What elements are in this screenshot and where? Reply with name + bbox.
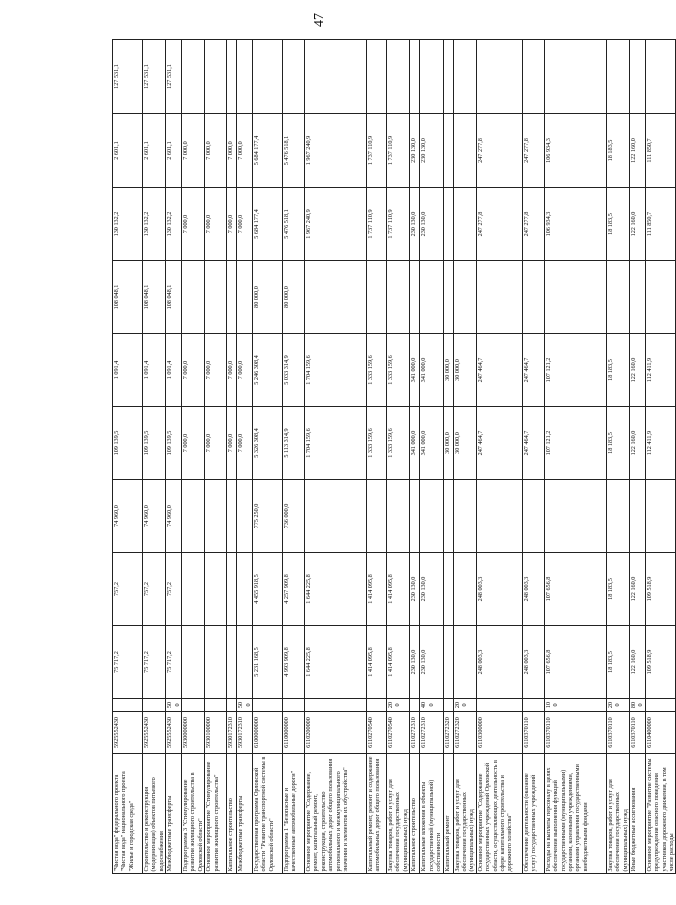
row-value-cell [283,40,305,114]
row-value-cell [387,40,410,114]
row-expense-type-cell [182,699,205,712]
row-value-cell: 111 850,7 [645,114,676,188]
row-value-cell [629,480,645,553]
row-value-cell [182,40,205,114]
row-value-cell: 74 960,0 [113,480,143,553]
row-code-cell: 6110370110 [629,712,645,754]
row-value-cell: 7 000,0 [205,334,227,407]
row-value-cell: 5 684 177,4 [253,114,283,188]
row-name-cell: Капитальное строительство [410,754,420,874]
row-value-cell: 341 000,0 [420,407,443,480]
row-value-cell: 247 277,8 [522,114,544,188]
row-value-cell [606,480,629,553]
row-expense-type-cell: 400 [420,699,443,712]
row-value-cell: 1 091,4 [113,334,143,407]
row-name-cell: Основное мероприятие "Стимулирование развития жилищного строительства" [205,754,227,874]
row-value-cell [443,40,453,114]
row-value-cell: 30 000,0 [443,334,453,407]
row-value-cell [237,40,253,114]
row-value-cell: 108 048,1 [166,261,182,334]
row-value-cell: 341 000,0 [410,407,420,480]
table-row [410,40,420,874]
row-name-cell: Расходы на выплаты персоналу в целях обеспечения выполнения функций государственными (муниципальными) органами, казенными учреждениями, органами управления государственными внебюджетными фондами [544,754,606,874]
row-value-cell: 1 091,4 [166,334,182,407]
row-value-cell: 109 518,9 [645,553,676,626]
row-value-cell: 7 000,0 [182,407,205,480]
row-expense-type-cell: 800 [629,699,645,712]
row-value-cell [476,40,522,114]
row-value-cell [420,40,443,114]
row-value-cell: 1 737 110,9 [367,114,387,188]
row-name-cell: Основное мероприятие "Содержание государственных учреждений Орловской области, осуществляющих деятельность в сфере капитального строительства и дорожного хозяйства" [476,754,522,874]
row-value-cell: 7 000,0 [227,114,237,188]
row-value-cell: 2 601,1 [166,114,182,188]
row-value-cell [453,114,476,188]
row-value-cell [237,480,253,553]
row-value-cell: 112 411,9 [645,407,676,480]
row-value-cell [544,261,606,334]
row-value-cell [410,40,420,114]
table-row [387,40,410,874]
row-value-cell [237,261,253,334]
row-value-cell: 736 000,0 [283,480,305,553]
row-value-cell: 109 139,5 [166,407,182,480]
row-name-cell: Закупка товаров, работ и услуг для обеспечения государственных (муниципальных) нужд [387,754,410,874]
row-value-cell: 1 737 110,9 [387,188,410,261]
row-value-cell [629,40,645,114]
table-row [305,40,367,874]
row-value-cell [629,261,645,334]
row-value-cell [522,480,544,553]
row-value-cell: 1 333 159,6 [367,407,387,480]
row-value-cell [544,480,606,553]
row-value-cell: 7 000,0 [237,407,253,480]
row-code-cell: 5930172310 [227,712,237,754]
table-body [113,40,676,874]
row-value-cell [453,261,476,334]
row-value-cell [443,188,453,261]
row-value-cell: 107 121,2 [544,334,606,407]
row-value-cell: 18 183,5 [606,407,629,480]
row-expense-type-cell [443,699,453,712]
row-value-cell: 109 139,5 [143,407,166,480]
row-value-cell: 107 656,8 [544,626,606,699]
table-row [113,40,143,874]
row-value-cell: 130 132,2 [143,188,166,261]
table-row [253,40,283,874]
row-value-cell: 247 464,7 [476,334,522,407]
row-name-cell: Закупка товаров, работ и услуг для обеспечения государственных (муниципальных) нужд [453,754,476,874]
row-name-cell: Основное мероприятие "Содержание, ремонт, капитальный ремонт, реконструкция, строительство автомобильных дорог общего пользования регионального и межмуниципального значения и элементов их обустройства" [305,754,367,874]
row-value-cell: 248 003,3 [476,553,522,626]
row-value-cell [387,480,410,553]
row-value-cell [237,626,253,699]
row-expense-type-cell: 200 [387,699,410,712]
row-value-cell [443,553,453,626]
table-row [227,40,237,874]
row-value-cell [182,553,205,626]
table-row [645,40,676,874]
row-value-cell: 247 464,7 [476,407,522,480]
row-expense-type-cell [143,699,166,712]
row-value-cell: 1 704 159,6 [305,407,367,480]
row-value-cell: 107 121,2 [544,407,606,480]
row-value-cell: 7 000,0 [227,334,237,407]
row-value-cell [606,40,629,114]
row-value-cell: 4 993 909,8 [283,626,305,699]
row-value-cell: 5 476 518,1 [283,188,305,261]
row-value-cell: 247 464,7 [522,407,544,480]
row-name-cell: Межбюджетные трансферты [166,754,182,874]
row-code-cell: 5925552430 [113,712,143,754]
row-value-cell [253,40,283,114]
row-value-cell: 5 033 314,9 [283,334,305,407]
row-value-cell [205,40,227,114]
row-value-cell: 1 333 159,6 [367,334,387,407]
row-value-cell: 122 160,0 [629,407,645,480]
row-value-cell [453,626,476,699]
row-value-cell: 5 684 177,4 [253,188,283,261]
row-expense-type-cell [205,699,227,712]
row-value-cell [645,40,676,114]
row-name-cell: Капитальное строительство [227,754,237,874]
row-value-cell: 247 464,7 [522,334,544,407]
row-value-cell [443,261,453,334]
row-value-cell [227,40,237,114]
row-value-cell: 107 656,8 [544,553,606,626]
row-value-cell: 130 132,2 [166,188,182,261]
table-row [367,40,387,874]
row-value-cell [453,480,476,553]
row-code-cell: 6110272310 [410,712,420,754]
row-value-cell [645,261,676,334]
row-value-cell [205,480,227,553]
row-value-cell: 1 333 159,6 [387,407,410,480]
row-expense-type-cell: 100 [544,699,606,712]
row-code-cell: 6110370110 [606,712,629,754]
row-value-cell [182,626,205,699]
row-value-cell: 7 000,0 [237,188,253,261]
row-value-cell: 127 531,1 [143,40,166,114]
row-value-cell: 341 000,0 [420,334,443,407]
table-row [237,40,253,874]
row-value-cell: 18 183,5 [606,553,629,626]
row-code-cell: 6110370110 [522,712,544,754]
row-value-cell [476,261,522,334]
row-value-cell: 108 048,1 [143,261,166,334]
row-value-cell: 75 717,2 [113,626,143,699]
row-value-cell: 75 717,2 [166,626,182,699]
row-value-cell: 127 531,1 [166,40,182,114]
page-number: 47 [312,13,327,27]
row-value-cell [227,626,237,699]
row-code-cell: 5925552430 [166,712,182,754]
row-value-cell: 1 737 110,9 [367,188,387,261]
row-value-cell: 247 277,8 [476,114,522,188]
row-value-cell: 109 518,9 [645,626,676,699]
row-value-cell: 1 333 159,6 [387,334,410,407]
row-value-cell: 7 000,0 [205,407,227,480]
row-code-cell: 6110272310 [420,712,443,754]
row-value-cell: 122 160,0 [629,114,645,188]
row-value-cell: 7 000,0 [182,334,205,407]
row-expense-type-cell [476,699,522,712]
row-value-cell: 5 246 308,4 [253,334,283,407]
row-value-cell: 18 183,5 [606,334,629,407]
row-code-cell: 6100000000 [253,712,283,754]
row-value-cell: 122 160,0 [629,626,645,699]
row-value-cell: 230 130,0 [420,626,443,699]
row-value-cell [237,553,253,626]
row-value-cell: 1 737 110,9 [387,114,410,188]
row-value-cell: 7 000,0 [227,188,237,261]
row-value-cell: 7 000,0 [205,114,227,188]
row-value-cell: 30 000,0 [443,407,453,480]
table-row [606,40,629,874]
row-value-cell: 122 160,0 [629,188,645,261]
row-expense-type-cell [113,699,143,712]
row-name-cell: Подпрограмма 3 "Стимулирование развития жилищного строительства в Орловской области" [182,754,205,874]
row-expense-type-cell [283,699,305,712]
row-code-cell: 6110300000 [476,712,522,754]
row-value-cell: 7 000,0 [237,334,253,407]
row-code-cell: 5925552430 [143,712,166,754]
row-expense-type-cell [645,699,676,712]
row-name-cell: Капитальные вложения в объекты государственной (муниципальной) собственности [420,754,443,874]
row-value-cell: 122 160,0 [629,553,645,626]
row-code-cell: 6110270540 [387,712,410,754]
row-value-cell [182,261,205,334]
row-value-cell [544,40,606,114]
row-value-cell [443,114,453,188]
row-value-cell [443,626,453,699]
row-value-cell: 7 000,0 [205,188,227,261]
row-value-cell [305,40,367,114]
row-value-cell: 1 091,4 [143,334,166,407]
row-value-cell: 130 132,2 [113,188,143,261]
row-value-cell: 1 704 159,6 [305,334,367,407]
row-value-cell: 1 967 240,9 [305,188,367,261]
row-value-cell: 18 183,5 [606,114,629,188]
row-value-cell: 1 414 095,8 [367,553,387,626]
row-value-cell: 30 000,0 [453,334,476,407]
table-row [453,40,476,874]
row-value-cell: 1 414 095,8 [367,626,387,699]
row-value-cell: 230 130,0 [410,626,420,699]
row-value-cell [367,480,387,553]
row-code-cell: 6110400000 [645,712,676,754]
row-value-cell: 127 531,1 [113,40,143,114]
row-expense-type-cell [410,699,420,712]
row-value-cell [305,480,367,553]
row-value-cell: 230 130,0 [420,553,443,626]
row-value-cell: 7 000,0 [182,188,205,261]
row-value-cell: 74 960,0 [166,480,182,553]
row-name-cell: Государственная программа Орловской области "Развитие транспортной системы в Орловской области" [253,754,283,874]
row-value-cell [453,40,476,114]
table-row [182,40,205,874]
row-expense-type-cell [367,699,387,712]
row-value-cell [476,480,522,553]
row-value-cell: 2 601,1 [113,114,143,188]
row-name-cell: Иные бюджетные ассигнования [629,754,645,874]
row-value-cell: 75 717,2 [143,626,166,699]
row-name-cell: Капитальный ремонт, ремонт и содержание автомобильных дорог общего пользования [367,754,387,874]
budget-table-sheet [112,40,675,874]
row-value-cell: 106 934,3 [544,114,606,188]
row-value-cell: 7 000,0 [182,114,205,188]
row-name-cell: "Чистая вода" федерального проекта "Чистая вода" национального проекта "Жилье и городская среда" [113,754,143,874]
row-value-cell [305,261,367,334]
row-value-cell: 30 000,0 [453,407,476,480]
table-row [476,40,522,874]
row-value-cell: 5 113 314,9 [283,407,305,480]
row-value-cell: 757,2 [166,553,182,626]
row-value-cell: 230 130,0 [420,188,443,261]
row-expense-type-cell [253,699,283,712]
row-value-cell [453,188,476,261]
row-value-cell [227,480,237,553]
row-value-cell [443,480,453,553]
row-value-cell: 5 231 168,5 [253,626,283,699]
row-value-cell: 230 130,0 [410,553,420,626]
row-value-cell [387,261,410,334]
table-row [143,40,166,874]
row-value-cell [645,480,676,553]
row-value-cell [205,553,227,626]
row-value-cell: 80 000,0 [283,261,305,334]
row-value-cell: 230 130,0 [410,114,420,188]
budget-table [112,39,676,874]
row-value-cell: 111 850,7 [645,188,676,261]
row-value-cell: 230 130,0 [420,114,443,188]
table-row [205,40,227,874]
table-row [443,40,453,874]
row-code-cell: 6110000000 [283,712,305,754]
row-value-cell: 248 003,3 [522,626,544,699]
row-value-cell: 112 411,9 [645,334,676,407]
row-value-cell: 18 183,5 [606,626,629,699]
row-code-cell: 5930000000 [182,712,205,754]
row-name-cell: Основное мероприятие "Развитие системы предупреждения опасного поведения участников дорожного движения, в том числе расходы [645,754,676,874]
row-code-cell: 6110200000 [305,712,367,754]
row-code-cell: 6110272320 [443,712,453,754]
row-code-cell: 5930100000 [205,712,227,754]
row-value-cell: 80 000,0 [253,261,283,334]
row-value-cell [606,261,629,334]
row-name-cell: Обеспечение деятельности (оказание услуг) государственных учреждений [522,754,544,874]
row-value-cell [205,626,227,699]
row-name-cell: Межбюджетные трансферты [237,754,253,874]
table-row [629,40,645,874]
row-value-cell [367,40,387,114]
row-expense-type-cell [305,699,367,712]
table-row [283,40,305,874]
row-value-cell: 74 960,0 [143,480,166,553]
row-name-cell: Капитальный ремонт [443,754,453,874]
row-value-cell [227,553,237,626]
row-expense-type-cell: 200 [606,699,629,712]
row-expense-type-cell: 500 [237,699,253,712]
row-value-cell: 230 130,0 [410,188,420,261]
row-value-cell [522,40,544,114]
row-value-cell: 109 139,5 [113,407,143,480]
row-value-cell [227,261,237,334]
row-value-cell: 5 476 518,1 [283,114,305,188]
row-value-cell: 1 414 095,8 [387,626,410,699]
row-code-cell: 6110272320 [453,712,476,754]
row-value-cell: 1 644 225,8 [305,553,367,626]
row-value-cell [410,480,420,553]
row-value-cell: 341 000,0 [410,334,420,407]
row-value-cell: 108 048,1 [113,261,143,334]
row-value-cell: 7 000,0 [227,407,237,480]
row-value-cell: 248 003,3 [476,626,522,699]
row-code-cell: 6110370110 [544,712,606,754]
row-value-cell: 4 257 909,8 [283,553,305,626]
row-value-cell [182,480,205,553]
row-value-cell: 18 183,5 [606,188,629,261]
row-value-cell [453,553,476,626]
row-value-cell: 106 934,3 [544,188,606,261]
row-value-cell: 1 644 225,8 [305,626,367,699]
row-expense-type-cell: 200 [453,699,476,712]
row-expense-type-cell [522,699,544,712]
row-value-cell: 757,2 [113,553,143,626]
table-row [166,40,182,874]
table-row [420,40,443,874]
row-expense-type-cell [227,699,237,712]
row-value-cell [410,261,420,334]
row-value-cell: 248 003,3 [522,553,544,626]
row-expense-type-cell: 500 [166,699,182,712]
row-value-cell: 247 277,8 [476,188,522,261]
row-value-cell: 122 160,0 [629,334,645,407]
row-name-cell: Закупка товаров, работ и услуг для обеспечения государственных (муниципальных) нужд [606,754,629,874]
table-row [544,40,606,874]
row-value-cell [205,261,227,334]
row-value-cell: 247 277,8 [522,188,544,261]
table-row [522,40,544,874]
row-value-cell: 1 414 095,8 [387,553,410,626]
row-value-cell: 2 601,1 [143,114,166,188]
row-value-cell [522,261,544,334]
row-code-cell: 5930172310 [237,712,253,754]
row-value-cell: 1 967 240,9 [305,114,367,188]
row-value-cell [367,261,387,334]
row-value-cell: 7 000,0 [237,114,253,188]
row-name-cell: Подпрограмма 1 "Безопасные и качественные автомобильные дороги" [283,754,305,874]
row-code-cell: 6110270540 [367,712,387,754]
row-value-cell: 4 455 918,5 [253,553,283,626]
row-value-cell: 775 250,0 [253,480,283,553]
row-value-cell: 5 326 308,4 [253,407,283,480]
row-value-cell [420,480,443,553]
row-value-cell: 757,2 [143,553,166,626]
row-name-cell: Строительство и реконструкция (модернизация) объектов питьевого водоснабжения [143,754,166,874]
row-value-cell [420,261,443,334]
